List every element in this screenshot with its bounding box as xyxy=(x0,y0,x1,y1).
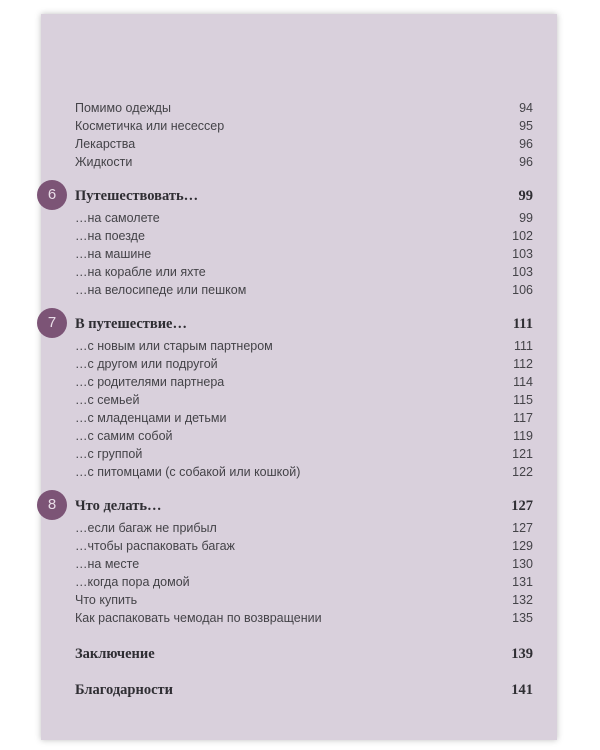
page-number: 127 xyxy=(512,521,533,535)
toc-entry[interactable] xyxy=(75,555,533,573)
page-number: 114 xyxy=(513,375,533,389)
chapter-title: Путешествовать… xyxy=(75,188,199,204)
entry-label: …с младенцами и детьми xyxy=(75,411,227,425)
toc-entry[interactable] xyxy=(75,99,533,117)
toc-entry[interactable] xyxy=(75,263,533,281)
entry-label: Косметичка или несессер xyxy=(75,119,225,133)
toc-entry[interactable] xyxy=(75,609,533,627)
toc-entry[interactable] xyxy=(75,519,533,537)
toc-entry[interactable] xyxy=(75,427,533,445)
toc-entry[interactable] xyxy=(75,537,533,555)
entry-label: …на машине xyxy=(75,247,152,261)
entry-label: …на самолете xyxy=(75,211,160,225)
toc-entry[interactable] xyxy=(75,337,533,355)
page-number: 132 xyxy=(512,593,533,607)
toc-entry[interactable] xyxy=(75,463,533,481)
toc-entry[interactable] xyxy=(75,391,533,409)
toc-entry[interactable] xyxy=(75,445,533,463)
entry-label: Заключение xyxy=(75,646,155,662)
page-number: 111 xyxy=(513,339,533,353)
page-number: 117 xyxy=(513,411,533,425)
chapter-heading[interactable] xyxy=(47,311,533,337)
closing-entries xyxy=(75,641,533,703)
page-number: 96 xyxy=(519,155,533,169)
entry-label: …на месте xyxy=(75,557,140,571)
chapter-title: В путешествие… xyxy=(75,316,187,332)
page-number: 135 xyxy=(512,611,533,625)
page-number: 131 xyxy=(512,575,533,589)
entry-label: …чтобы распаковать багаж xyxy=(75,539,235,553)
toc-entry[interactable] xyxy=(75,355,533,373)
closing-heading[interactable] xyxy=(75,677,533,703)
toc-entry[interactable] xyxy=(75,573,533,591)
entry-label: Что купить xyxy=(75,593,138,607)
page-number: 122 xyxy=(512,465,533,479)
chapter-heading[interactable] xyxy=(47,493,533,519)
page-number: 139 xyxy=(511,646,533,662)
entry-label: …с самим собой xyxy=(75,429,173,443)
toc-entry[interactable] xyxy=(75,227,533,245)
entry-label: …с другом или подругой xyxy=(75,357,218,371)
page-number: 102 xyxy=(512,229,533,243)
page-number: 103 xyxy=(512,247,533,261)
page-number: 141 xyxy=(511,682,533,698)
toc-entry[interactable] xyxy=(75,117,533,135)
toc-entry[interactable] xyxy=(75,153,533,171)
page-number: 112 xyxy=(513,357,533,371)
intro-entries xyxy=(75,99,533,171)
chapter-sections xyxy=(47,183,533,627)
toc-entry[interactable] xyxy=(75,245,533,263)
chapter-number-badge: 6 xyxy=(37,180,67,210)
page-number: 129 xyxy=(512,539,533,553)
chapter-page-number: 111 xyxy=(512,316,533,332)
page-number: 119 xyxy=(513,429,533,443)
toc-entry[interactable] xyxy=(75,209,533,227)
entry-label: …если багаж не прибыл xyxy=(75,521,217,535)
toc-entry[interactable] xyxy=(75,281,533,299)
chapter-section xyxy=(47,311,533,481)
chapter-number-badge: 8 xyxy=(37,490,67,520)
entry-label: …на велосипеде или пешком xyxy=(75,283,247,297)
toc-entry[interactable] xyxy=(75,591,533,609)
page-number: 103 xyxy=(512,265,533,279)
entry-label: …на корабле или яхте xyxy=(75,265,206,279)
entry-label: …с питомцами (с собакой или кошкой) xyxy=(75,465,301,479)
page-number: 99 xyxy=(519,211,533,225)
chapter-section xyxy=(47,183,533,299)
page-number: 94 xyxy=(519,101,533,115)
toc-entry[interactable] xyxy=(75,373,533,391)
closing-heading[interactable] xyxy=(75,641,533,667)
chapter-page-number: 127 xyxy=(511,498,533,514)
entry-label: Помимо одежды xyxy=(75,101,171,115)
toc-entry[interactable] xyxy=(75,135,533,153)
entry-label: Как распаковать чемодан по возвращении xyxy=(75,611,322,625)
page-number: 121 xyxy=(512,447,533,461)
entry-label: …с родителями партнера xyxy=(75,375,225,389)
table-of-contents xyxy=(47,99,533,703)
entry-label: …с семьей xyxy=(75,393,140,407)
page-number: 115 xyxy=(513,393,533,407)
page-number: 130 xyxy=(512,557,533,571)
page-number: 95 xyxy=(519,119,533,133)
chapter-section xyxy=(47,493,533,627)
chapter-heading[interactable] xyxy=(47,183,533,209)
entry-label: …когда пора домой xyxy=(75,575,190,589)
entry-label: Благодарности xyxy=(75,682,174,698)
toc-entry[interactable] xyxy=(75,409,533,427)
entry-label: …на поезде xyxy=(75,229,145,243)
entry-label: Жидкости xyxy=(75,155,133,169)
chapter-title: Что делать… xyxy=(75,498,162,514)
page-number: 96 xyxy=(519,137,533,151)
chapter-page-number: 99 xyxy=(518,188,533,204)
entry-label: …с группой xyxy=(75,447,143,461)
chapter-number-badge: 7 xyxy=(37,308,67,338)
entry-label: …с новым или старым партнером xyxy=(75,339,273,353)
page-number: 106 xyxy=(512,283,533,297)
entry-label: Лекарства xyxy=(75,137,136,151)
